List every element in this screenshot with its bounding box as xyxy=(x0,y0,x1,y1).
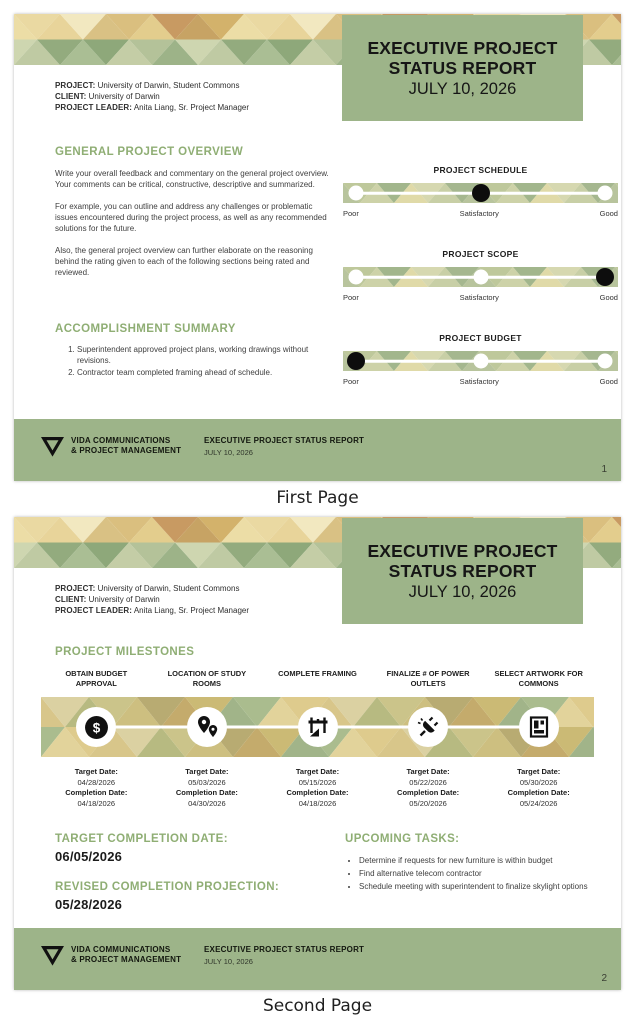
slider-dot-satisfactory xyxy=(472,184,490,202)
completion-date-value: 05/20/2026 xyxy=(409,798,447,808)
target-date-value: 05/15/2026 xyxy=(298,777,337,787)
milestone-dates-row xyxy=(41,767,594,809)
page-number: 1 xyxy=(601,464,607,475)
accomplishment-item: 1. Superintendent approved project plans, working drawings without revisions. xyxy=(77,344,329,366)
upcoming-task-item: • Find alternative telecom contractor xyxy=(359,868,607,879)
completion-date-label: Completion Date: xyxy=(175,788,238,797)
page-footer xyxy=(14,419,621,481)
scale-poor-label: Poor xyxy=(343,293,359,302)
page-footer xyxy=(14,928,621,990)
svg-text:$: $ xyxy=(92,719,101,735)
leader-value: Anita Liang, Sr. Project Manager xyxy=(133,103,250,112)
scale-good-label: Good xyxy=(599,293,618,302)
footer-report-title: EXECUTIVE PROJECT STATUS REPORT xyxy=(204,945,365,954)
leader-label: PROJECT LEADER: xyxy=(55,606,133,615)
project-value: University of Darwin, Student Commons xyxy=(97,81,240,90)
leader-value: Anita Liang, Sr. Project Manager xyxy=(133,606,250,615)
report-title-box xyxy=(342,518,583,624)
milestone-title: OBTAIN BUDGET APPROVAL xyxy=(65,669,128,688)
rating-title: PROJECT SCOPE xyxy=(442,249,519,259)
project-schedule-rating xyxy=(343,165,618,218)
overview-paragraph: Also, the general project overview can further elaborate on the reasoning behind the rating given to each of the following sections being rated and reviewed. xyxy=(55,246,313,277)
milestone-dates xyxy=(41,767,152,809)
footer-report-date: JULY 10, 2026 xyxy=(204,448,253,457)
upcoming-tasks-heading: UPCOMING TASKS: xyxy=(345,833,460,845)
target-date-value: 05/30/2026 xyxy=(519,777,558,787)
slider-dot-poor xyxy=(349,270,364,285)
completion-date-value: 05/24/2026 xyxy=(519,798,558,808)
project-label: PROJECT: xyxy=(55,584,96,593)
project-info xyxy=(55,583,249,616)
milestone-dates xyxy=(483,767,594,809)
footer-report-info xyxy=(204,945,364,966)
footer-company-name xyxy=(71,945,181,965)
milestone-title: FINALIZE # OF POWER OUTLETS xyxy=(386,669,470,688)
milestone-dates xyxy=(262,767,373,809)
scale-satisfactory-label: Satisfactory xyxy=(459,209,499,218)
project-value: University of Darwin, Student Commons xyxy=(97,584,240,593)
client-label: CLIENT: xyxy=(55,92,87,101)
client-label: CLIENT: xyxy=(55,595,87,604)
client-line xyxy=(55,91,249,102)
scale-satisfactory-label: Satisfactory xyxy=(459,377,499,386)
ratings-column xyxy=(343,165,618,417)
dollar-icon xyxy=(84,715,109,740)
completion-date-label: Completion Date: xyxy=(507,788,570,797)
target-date-label: Target Date: xyxy=(74,767,118,776)
overview-paragraph: For example, you can outline and address any challenges or problematic issues encountered during the project process, as well as any recommended solutions for the future. xyxy=(55,202,327,233)
revised-completion-date: 05/28/2026 xyxy=(55,897,123,912)
project-budget-rating xyxy=(343,333,618,386)
first-page-label: First Page xyxy=(276,488,359,508)
rating-scale-labels xyxy=(343,293,618,302)
slider-dot-satisfactory xyxy=(473,354,488,369)
target-date-label: Target Date: xyxy=(517,767,561,776)
target-date-label: Target Date: xyxy=(295,767,340,776)
scale-good-label: Good xyxy=(599,209,618,218)
milestone-band xyxy=(41,697,594,757)
second-page-label: Second Page xyxy=(262,996,373,1016)
report-date: JULY 10, 2026 xyxy=(408,79,517,98)
target-completion-heading: TARGET COMPLETION DATE: xyxy=(55,833,228,845)
milestone-node xyxy=(408,707,448,747)
report-page-2 xyxy=(14,517,621,990)
framing-icon xyxy=(306,715,330,739)
project-schedule-slider xyxy=(343,183,618,203)
slider-dot-poor xyxy=(347,352,365,370)
milestone-title: LOCATION OF STUDY ROOMS xyxy=(167,669,247,688)
report-page-1 xyxy=(14,14,621,481)
target-date-value: 04/28/2026 xyxy=(77,777,116,787)
leader-line xyxy=(55,102,249,113)
target-completion-date: 06/05/2026 xyxy=(55,849,123,864)
scale-poor-label: Poor xyxy=(343,377,359,386)
rating-title: PROJECT BUDGET xyxy=(439,333,522,343)
client-value: University of Darwin xyxy=(88,595,160,604)
rating-scale-labels xyxy=(343,209,618,218)
milestone-dates xyxy=(373,767,484,809)
footer-company-name xyxy=(71,436,181,456)
leader-label: PROJECT LEADER: xyxy=(55,103,133,112)
scale-good-label: Good xyxy=(599,377,618,386)
general-overview-section xyxy=(55,146,329,289)
vida-triangle-logo-icon xyxy=(41,945,64,966)
project-info xyxy=(55,80,249,113)
footer-report-date: JULY 10, 2026 xyxy=(204,957,253,966)
project-label: PROJECT: xyxy=(55,81,96,90)
power-plug-icon xyxy=(416,715,440,739)
client-value: University of Darwin xyxy=(88,92,160,101)
revised-completion-heading: REVISED COMPLETION PROJECTION: xyxy=(55,881,280,893)
client-line xyxy=(55,594,249,605)
milestones-heading: PROJECT MILESTONES xyxy=(55,646,195,658)
overview-paragraph: Write your overall feedback and commentary on the general project overview. Your comments can be critical, constructive, descriptive and summarized. xyxy=(55,169,329,189)
target-date-label: Target Date: xyxy=(406,767,450,776)
milestone-dates xyxy=(152,767,263,809)
milestones-timeline xyxy=(41,669,594,809)
target-date-value: 05/03/2026 xyxy=(188,777,226,787)
accomplishment-section xyxy=(55,323,329,379)
milestone-title: COMPLETE FRAMING xyxy=(278,669,357,678)
slider-dot-poor xyxy=(349,186,364,201)
milestone-node xyxy=(298,707,338,747)
rating-title: PROJECT SCHEDULE xyxy=(433,165,528,175)
completion-date-label: Completion Date: xyxy=(286,788,349,797)
completion-dates-section xyxy=(55,833,279,912)
upcoming-task-item: • Schedule meeting with superintendent to finalize skylight options xyxy=(359,881,607,892)
milestone-title: SELECT ARTWORK FOR COMMONS xyxy=(494,669,583,688)
accomplishment-item: 2. Contractor team completed framing ahead of schedule. xyxy=(77,367,329,378)
target-date-label: Target Date: xyxy=(185,767,229,776)
report-title-box xyxy=(342,15,583,121)
artwork-frame-icon xyxy=(527,715,551,739)
report-date: JULY 10, 2026 xyxy=(408,582,517,601)
company-line-2: & PROJECT MANAGEMENT xyxy=(71,446,182,455)
vida-triangle-logo-icon xyxy=(41,436,64,457)
upcoming-task-item: • Determine if requests for new furniture is within budget xyxy=(359,855,607,866)
leader-line xyxy=(55,605,249,616)
completion-date-value: 04/18/2026 xyxy=(298,798,337,808)
overview-heading: GENERAL PROJECT OVERVIEW xyxy=(55,146,244,158)
rating-scale-labels xyxy=(343,377,618,386)
company-line-2: & PROJECT MANAGEMENT xyxy=(71,955,182,964)
company-line-1: VIDA COMMUNICATIONS xyxy=(71,945,171,954)
footer-report-title: EXECUTIVE PROJECT STATUS REPORT xyxy=(204,436,365,445)
scale-satisfactory-label: Satisfactory xyxy=(459,293,499,302)
scale-poor-label: Poor xyxy=(343,209,359,218)
upcoming-tasks-section xyxy=(345,833,607,894)
slider-dot-good xyxy=(598,354,613,369)
completion-date-value: 04/18/2026 xyxy=(77,798,116,808)
slider-dot-good xyxy=(598,186,613,201)
completion-date-label: Completion Date: xyxy=(65,788,128,797)
company-line-1: VIDA COMMUNICATIONS xyxy=(71,436,171,445)
slider-dot-good xyxy=(596,268,614,286)
milestone-node xyxy=(519,707,559,747)
report-title: EXECUTIVE PROJECT STATUS REPORT xyxy=(367,37,558,78)
page-number: 2 xyxy=(601,973,607,984)
target-date-value: 05/22/2026 xyxy=(409,777,447,787)
report-title: EXECUTIVE PROJECT STATUS REPORT xyxy=(367,540,558,581)
project-line xyxy=(55,583,249,594)
completion-date-label: Completion Date: xyxy=(397,788,460,797)
map-pins-icon xyxy=(195,715,219,739)
project-scope-slider xyxy=(343,267,618,287)
completion-date-value: 04/30/2026 xyxy=(188,798,226,808)
slider-dot-satisfactory xyxy=(473,270,488,285)
footer-report-info xyxy=(204,436,364,457)
milestone-node xyxy=(187,707,227,747)
project-line xyxy=(55,80,249,91)
milestone-node xyxy=(76,707,116,747)
project-scope-rating xyxy=(343,249,618,302)
milestone-titles-row xyxy=(41,669,594,693)
project-budget-slider xyxy=(343,351,618,371)
accomplishment-heading: ACCOMPLISHMENT SUMMARY xyxy=(55,323,236,335)
